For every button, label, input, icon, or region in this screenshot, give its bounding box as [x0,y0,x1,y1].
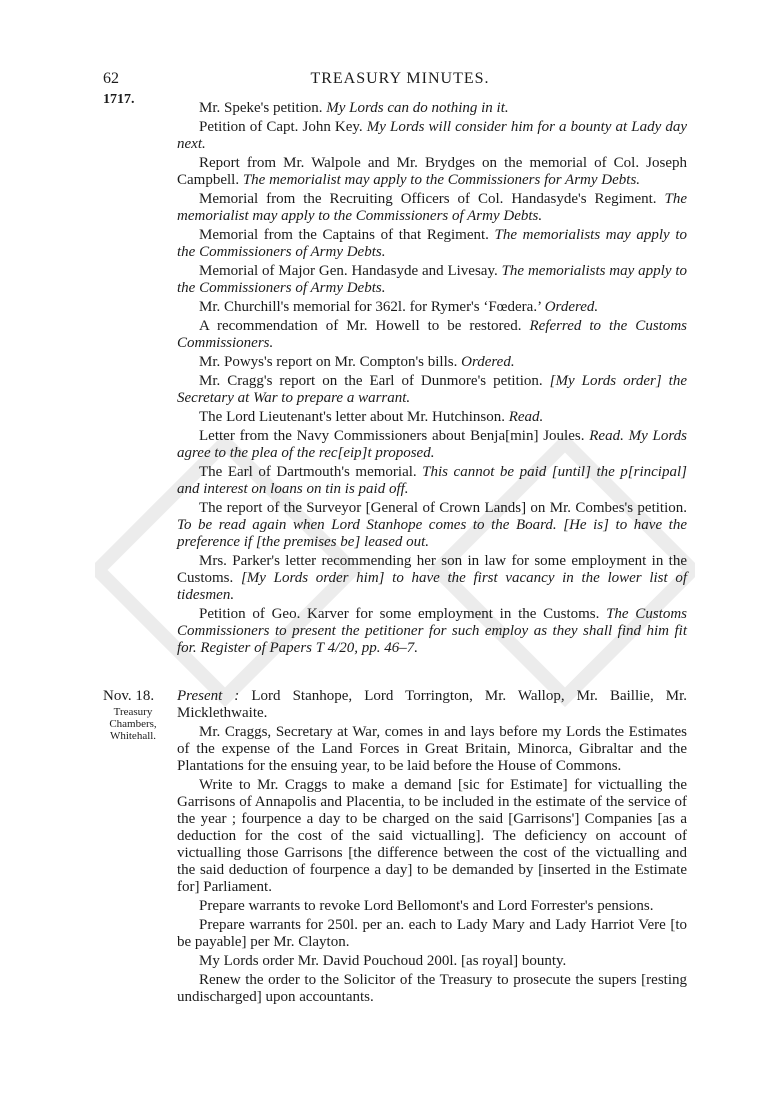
minute-entry [177,318,687,352]
minute-para: My Lords order Mr. David Pouchoud 200l. [as royal] bounty. [199,953,567,969]
present-label: Present : [177,688,240,704]
entry-decision: My Lords will consider him for a bounty at Lady day next. [177,119,687,152]
entry-subject: Mr. Cragg's report on the Earl of Dunmore's petition. [199,373,550,389]
entries-section-2 [177,688,687,1008]
entry-subject: The report of the Surveyor [General of Crown Lands] on Mr. Combes's petition. [199,500,687,516]
marginal-date: Nov. 18. [103,688,155,704]
minute-entry [177,373,687,407]
minute-entry [177,428,687,462]
entry-decision: Ordered. [461,354,515,370]
minute-para: Prepare warrants to revoke Lord Bellomont's and Lord Forrester's pensions. [199,898,654,914]
minute-entry [177,464,687,498]
entry-decision: To be read again when Lord Stanhope comes to the Board. [He is] to have the preference if [the premises be] leased out. [177,517,687,550]
entry-subject: A recommendation of Mr. Howell to be restored. [199,318,530,334]
minute-para: Renew the order to the Solicitor of the Treasury to prosecute the supers [resting undischarged] upon accountants. [177,972,687,1005]
minute-entry [177,409,687,426]
entry-decision: The memorialist may apply to the Commissioners of Army Debts. [177,191,687,224]
running-title: TREASURY MINUTES. [310,70,490,87]
entry-decision: This cannot be paid [until] the p[rincipal] and interest on loans on tin is paid off. [177,464,687,497]
entry-subject: Mr. Churchill's memorial for 362l. for Rymer's ‘Fœdera.’ [199,299,545,315]
present-names: Lord Stanhope, Lord Torrington, Mr. Wallop, Mr. Baillie, Mr. Micklethwaite. [177,688,687,721]
entry-subject: Memorial of Major Gen. Handasyde and Livesay. [199,263,502,279]
entry-subject: Memorial from the Recruiting Officers of Col. Handasyde's Regiment. [199,191,665,207]
minute-para: Prepare warrants for 250l. per an. each to Lady Mary and Lady Harriot Vere [to be payable] per Mr. Clayton. [177,917,687,950]
minute-entry [177,354,687,371]
entry-decision: Read. My Lords agree to the plea of the rec[eip]t proposed. [177,428,687,461]
year-marginal: 1717. [103,92,135,107]
minute-para: Mr. Craggs, Secretary at War, comes in and lays before my Lords the Estimates of the expense of the Land Forces in Great Britain, Minorca, Gibraltar and the Plantations for the ensuing year, to be laid before the House of Commons. [177,724,687,774]
entry-subject: The Lord Lieutenant's letter about Mr. Hutchinson. [199,409,509,425]
minute-entry [177,155,687,189]
entry-subject: Mr. Powys's report on Mr. Compton's bills. [199,354,462,370]
minute-entry [177,553,687,604]
entry-decision: The memorialist may apply to the Commissioners for Army Debts. [242,172,641,188]
entries-section-1 [177,100,687,659]
minute-entry [177,500,687,551]
minute-entry [177,263,687,297]
entry-subject: Letter from the Navy Commissioners about Benja[min] Joules. [199,428,590,444]
page-number: 62 [103,70,119,87]
minute-entry [177,227,687,261]
entry-decision: The Customs Commissioners to present the petitioner for such employ as they shall find him fit for. Register of Papers T 4/20, pp. 46–7. [177,606,687,656]
minute-entry [177,100,687,117]
marginal-location: Treasury Chambers, Whitehall. [109,706,157,742]
minute-entry [177,606,687,657]
entry-decision: [My Lords order] the Secretary at War to prepare a warrant. [177,373,688,406]
minute-entry [177,119,687,153]
entry-subject: Report from Mr. Walpole and Mr. Brydges on the memorial of Col. Joseph Campbell. [177,155,687,188]
entry-subject: Memorial from the Captains of that Regiment. [199,227,495,243]
entry-decision: Read. [508,409,544,425]
present-line [177,688,687,722]
entry-decision: [My Lords order him] to have the first vacancy in the lower list of tidesmen. [177,570,687,603]
entry-decision: Referred to the Customs Commissioners. [177,318,687,351]
minute-entry [177,299,687,316]
entry-decision: My Lords can do nothing in it. [326,100,509,116]
entry-decision: The memorialists may apply to the Commissioners of Army Debts. [177,263,687,296]
minute-entry [177,191,687,225]
entry-decision: The memorialists may apply to the Commissioners of Army Debts. [177,227,687,260]
entry-subject: The Earl of Dartmouth's memorial. [199,464,423,480]
minute-para: Write to Mr. Craggs to make a demand [sic for Estimate] for victualling the Garrisons of Annapolis and Placentia, to be included in the estimate of the service of the year ; fourpence a day to be charged on the said [Garrisons'] Companies [as a deduction for the cost of the said victualling]. The deficiency on account of victualling those Garrisons [the difference between the cost of the victualling and the said deduction of fourpence a day] to be demanded by [inserted in the Estimate for] Parliament. [177,777,687,895]
entry-subject: Mrs. Parker's letter recommending her son in law for some employment in the Customs. [177,553,687,586]
entry-decision: Ordered. [544,299,599,315]
entry-subject: Mr. Speke's petition. [199,100,327,116]
entry-subject: Petition of Geo. Karver for some employment in the Customs. [199,606,607,622]
entry-subject: Petition of Capt. John Key. [199,119,367,135]
